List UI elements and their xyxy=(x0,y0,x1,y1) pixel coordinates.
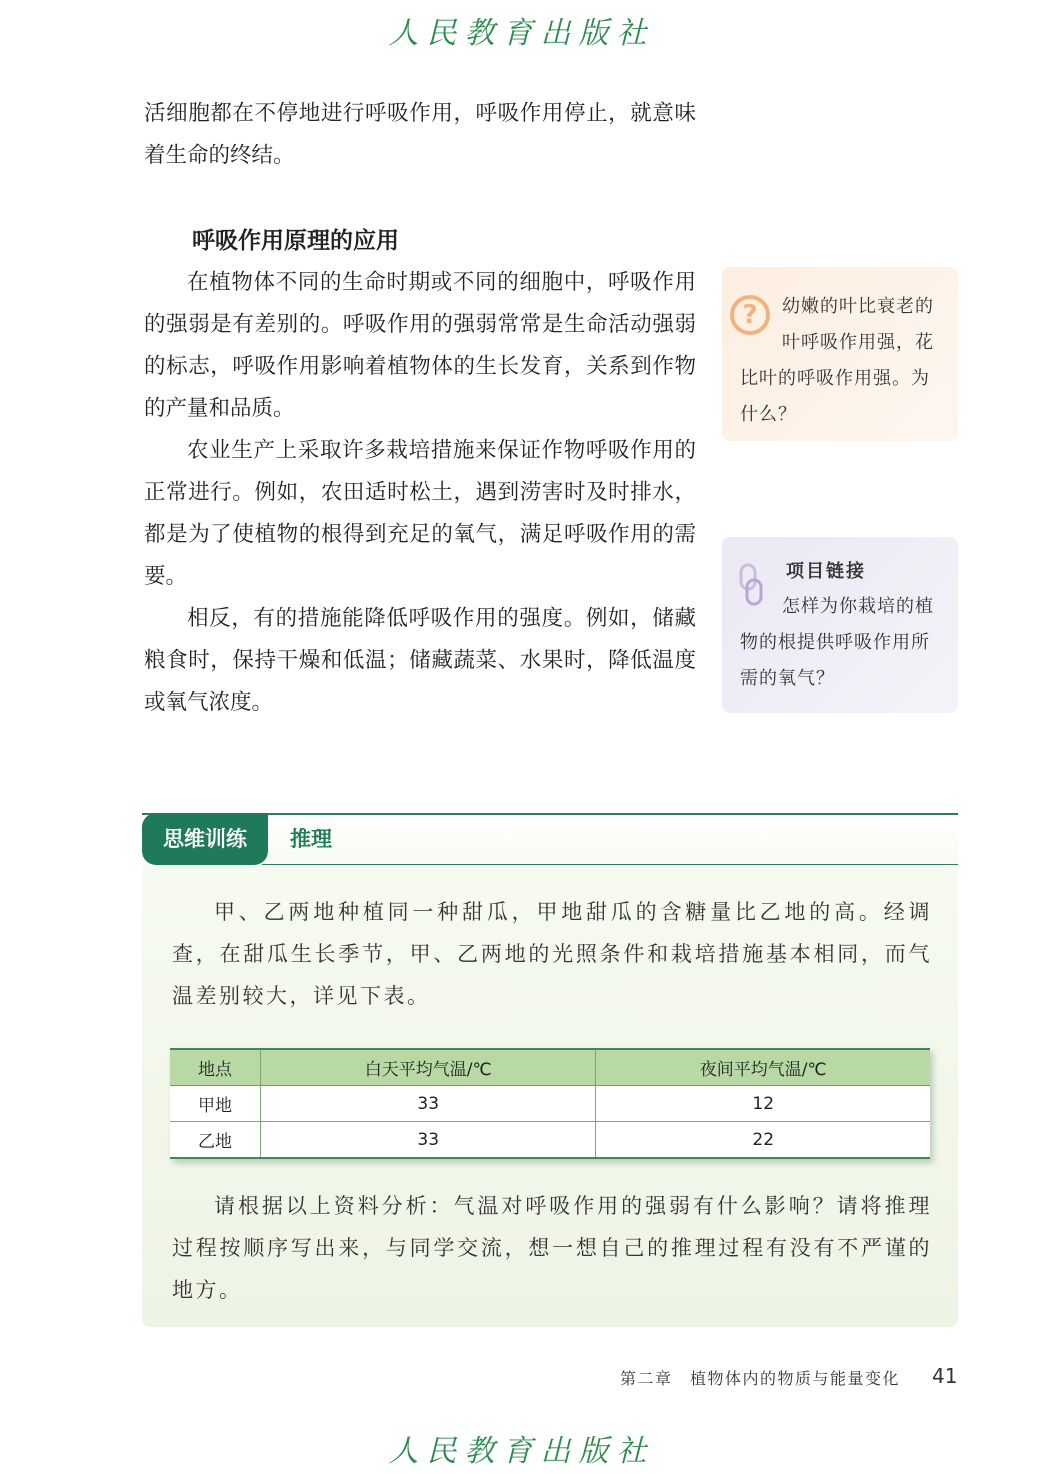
thinking-training-tag: 思维训练 xyxy=(142,813,268,865)
project-link-text: 怎样为你栽培的植物的根提供呼吸作用所需的氧气？ xyxy=(740,596,934,689)
thinking-training-box xyxy=(142,813,958,1327)
question-icon: ? xyxy=(730,295,770,335)
reasoning-paragraph-2: 请根据以上资料分析：气温对呼吸作用的强弱有什么影响？请将推理过程按顺序写出来，与同学交流，想一想自己的推理过程有没有不严谨的地方。 xyxy=(172,1194,932,1302)
table-header-night-temp: 夜间平均气温/℃ xyxy=(596,1049,930,1086)
table-cell: 33 xyxy=(261,1086,596,1122)
table-cell: 甲地 xyxy=(170,1086,261,1122)
table-cell: 22 xyxy=(596,1122,930,1159)
box-header-rule xyxy=(262,864,958,865)
sidebar-question-box xyxy=(722,267,958,441)
page-number: 41 xyxy=(932,1364,958,1388)
publisher-logo-top: 人民教育出版社 xyxy=(388,16,655,51)
table-cell: 33 xyxy=(261,1122,596,1159)
table-header-row xyxy=(170,1049,930,1086)
publisher-logo-bottom: 人民教育出版社 xyxy=(388,1434,655,1469)
temperature-table xyxy=(170,1048,930,1159)
table-cell: 乙地 xyxy=(170,1122,261,1159)
table-header-day-temp: 白天平均气温/℃ xyxy=(261,1049,596,1086)
body-paragraph-1: 在植物体不同的生命时期或不同的细胞中，呼吸作用的强弱是有差别的。呼吸作用的强弱常常是生命活动强弱的标志，呼吸作用影响着植物体的生长发育，关系到作物的产量和品质。 xyxy=(144,270,696,421)
body-paragraph-3: 相反，有的措施能降低呼吸作用的强度。例如，储藏粮食时，保持干燥和低温；储藏蔬菜、水果时，降低温度或氧气浓度。 xyxy=(144,606,696,715)
intro-paragraph: 活细胞都在不停地进行呼吸作用，呼吸作用停止，就意味着生命的终结。 xyxy=(144,101,696,168)
chapter-footer: 第二章 植物体内的物质与能量变化 xyxy=(620,1369,901,1388)
sidebar-question-text: 幼嫩的叶比衰老的叶呼吸作用强，花比叶的呼吸作用强。为什么？ xyxy=(740,296,934,425)
project-link-title: 项目链接 xyxy=(786,561,866,582)
body-paragraph-2: 农业生产上采取许多栽培措施来保证作物呼吸作用的正常进行。例如，农田适时松土，遇到涝害时及时排水，都是为了使植物的根得到充足的氧气，满足呼吸作用的需要。 xyxy=(144,438,696,589)
table-row xyxy=(170,1086,930,1122)
reasoning-paragraph-1: 甲、乙两地种植同一种甜瓜，甲地甜瓜的含糖量比乙地的高。经调查，在甜瓜生长季节，甲、乙两地的光照条件和栽培措施基本相同，而气温差别较大，详见下表。 xyxy=(172,900,932,1008)
sidebar-project-link-box xyxy=(722,537,958,713)
section-heading: 呼吸作用原理的应用 xyxy=(192,228,399,254)
table-cell: 12 xyxy=(596,1086,930,1122)
table-header-location: 地点 xyxy=(170,1049,261,1086)
reasoning-subtitle: 推理 xyxy=(290,827,332,851)
table-row xyxy=(170,1122,930,1159)
